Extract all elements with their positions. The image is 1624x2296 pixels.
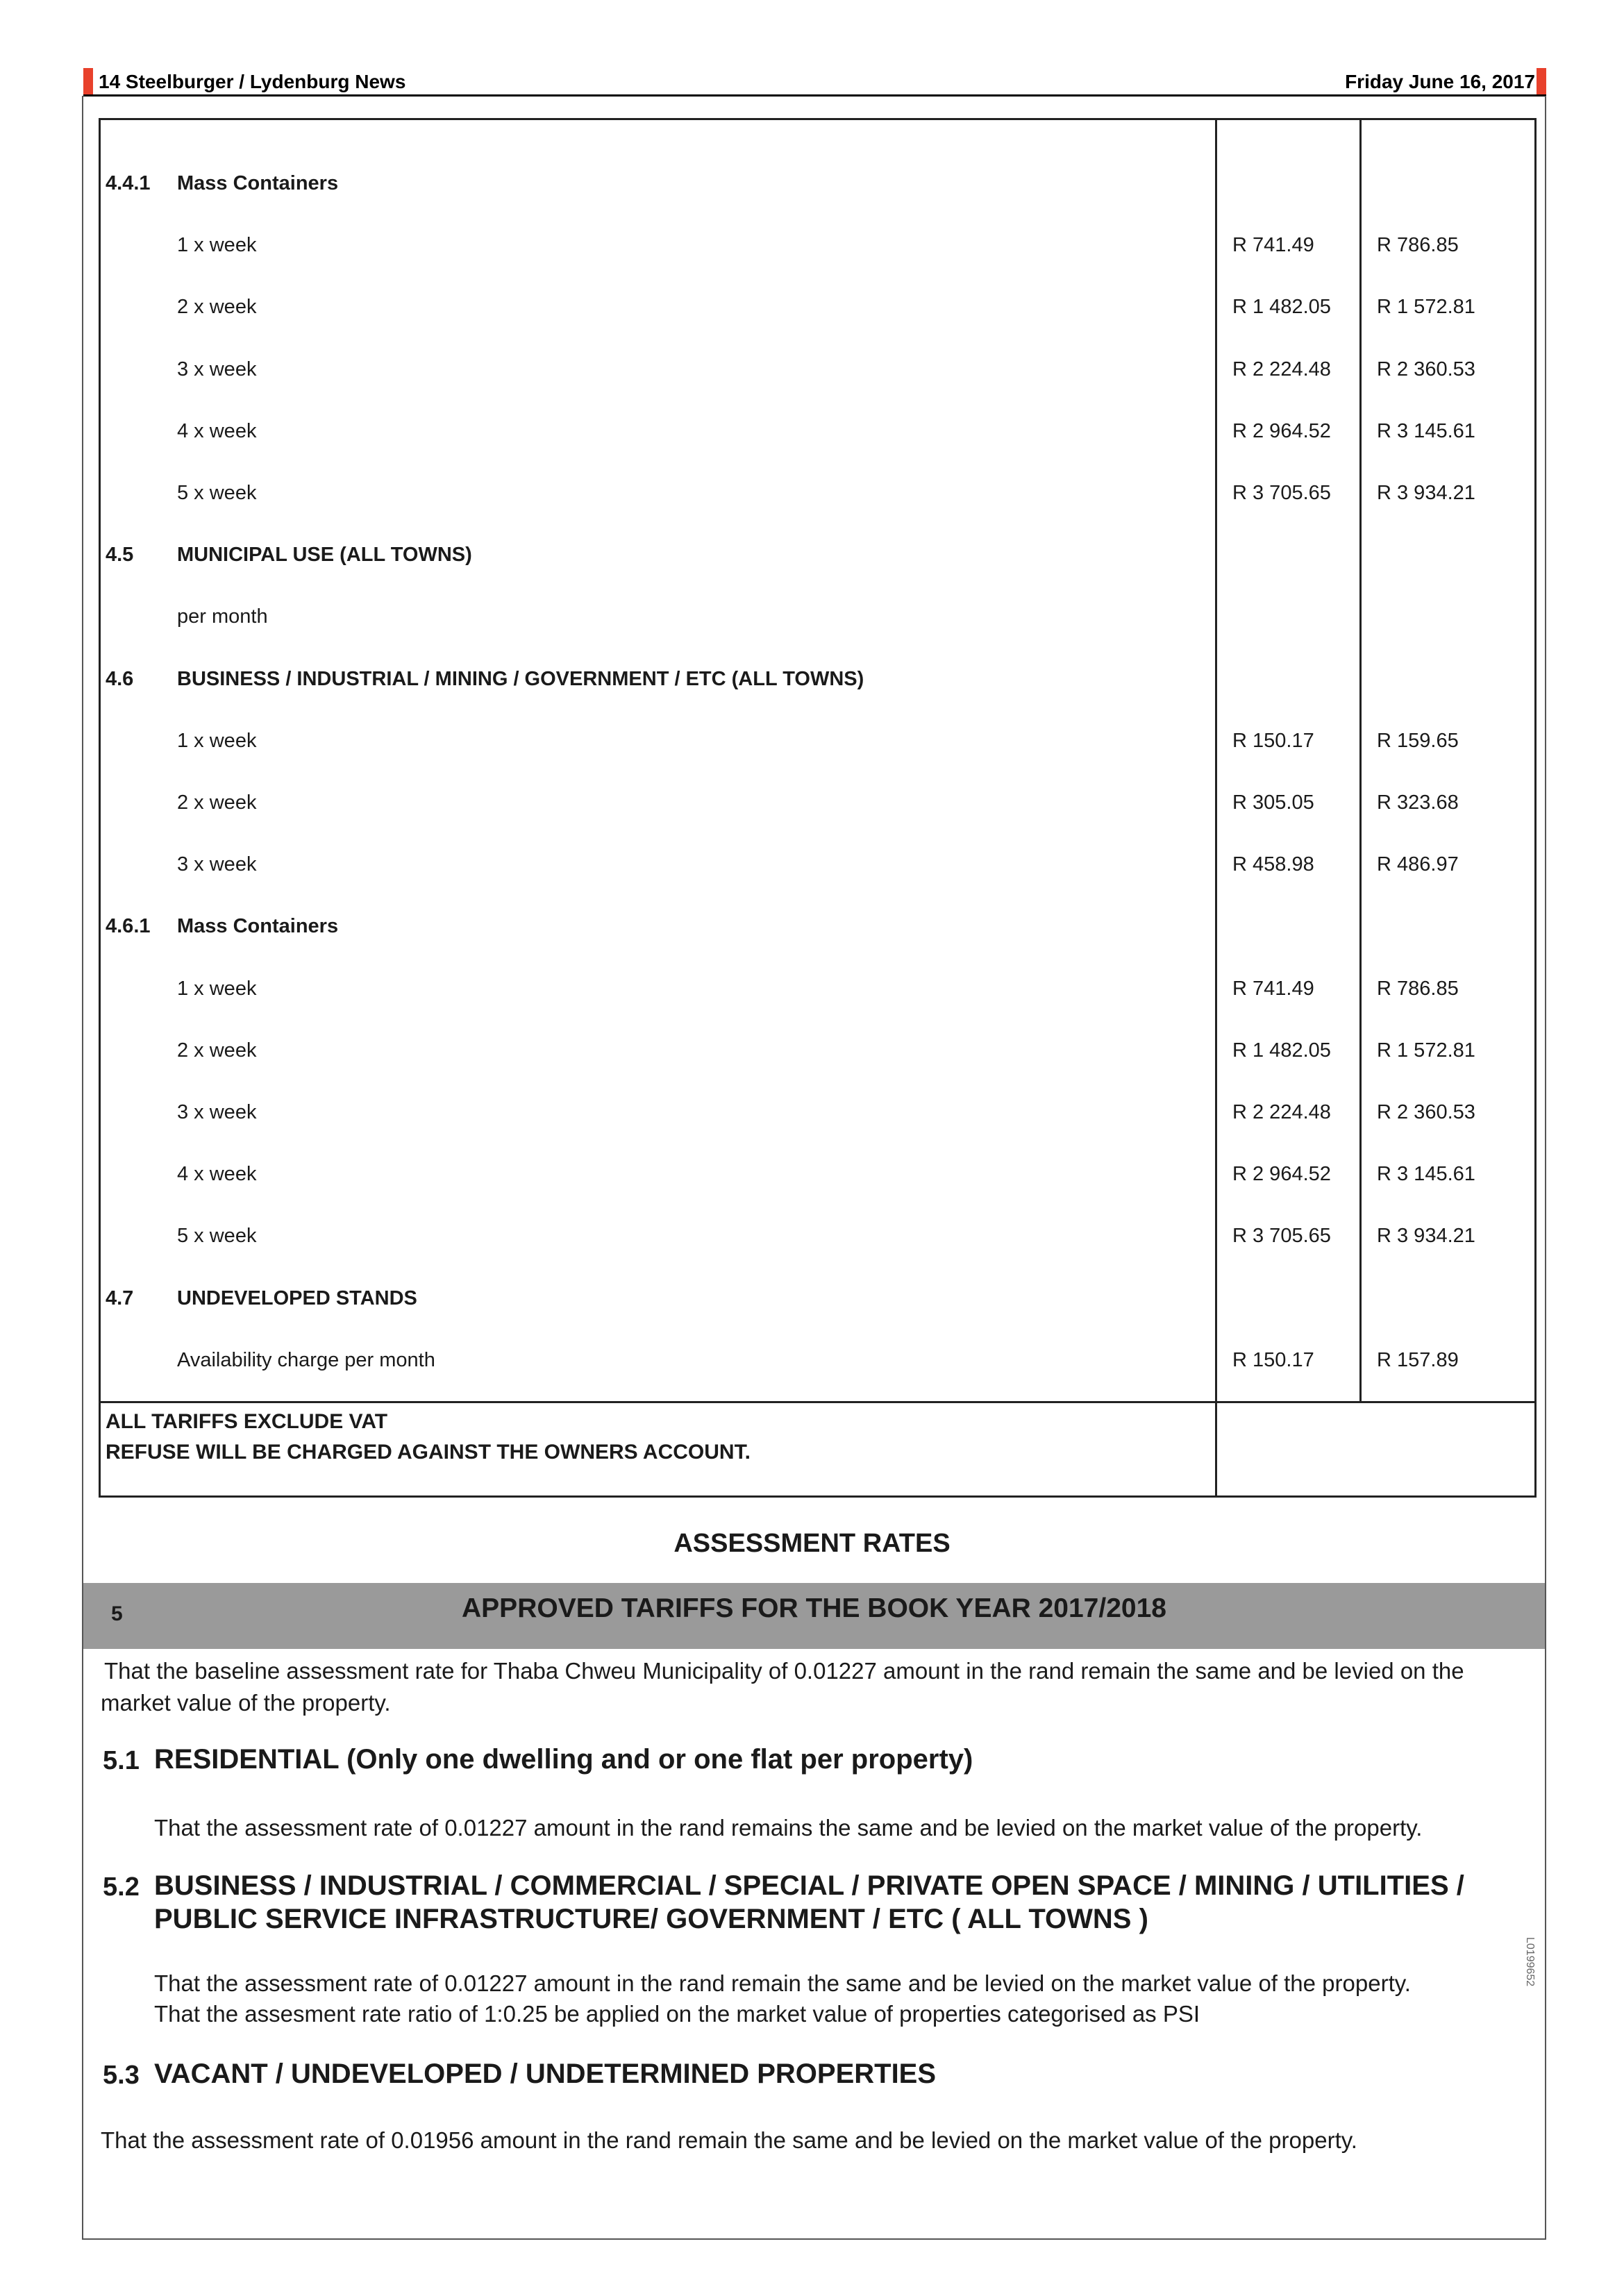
tariff-value-2017: R 3 145.61 — [1377, 1163, 1475, 1185]
tariff-value-2016: R 3 705.65 — [1232, 1225, 1331, 1247]
tariff-row-number: 4.5 — [106, 544, 134, 566]
tariff-value-2017: R 3 145.61 — [1377, 420, 1475, 442]
tariff-row-label: 4 x week — [177, 420, 257, 442]
tariff-value-2017: R 486.97 — [1377, 853, 1459, 875]
tariff-row-label: per month — [177, 605, 268, 628]
tariff-row-label: 3 x week — [177, 853, 257, 875]
tariff-value-2017: R 323.68 — [1377, 791, 1459, 814]
tariff-section-heading: Mass Containers — [177, 915, 339, 937]
tariff-value-2017: R 157.89 — [1377, 1349, 1459, 1371]
tariff-value-2016: R 305.05 — [1232, 791, 1314, 814]
section-5-3-text: That the assessment rate of 0.01956 amount in the rand remain the same and be levied on the market value of the property. — [101, 2127, 1357, 2153]
tariff-section-heading: UNDEVELOPED STANDS — [177, 1287, 417, 1309]
tariff-row-number: 4.4.1 — [106, 172, 151, 194]
tariff-section-heading: MUNICIPAL USE (ALL TOWNS) — [177, 544, 472, 566]
tariff-value-2016: R 150.17 — [1232, 1349, 1314, 1371]
tariff-value-2016: R 2 224.48 — [1232, 358, 1331, 380]
section-5-2-text2: That the assesment rate ratio of 1:0.25 be applied on the market value of properties categorised as PSI — [154, 2001, 1200, 2027]
tariff-value-2016: R 1 482.05 — [1232, 1039, 1331, 1062]
section-5-1-title: RESIDENTIAL (Only one dwelling and or one flat per property) — [154, 1744, 973, 1775]
side-reference-code: L0199652 — [1524, 1937, 1536, 1987]
tariff-value-2017: R 2 360.53 — [1377, 358, 1475, 380]
tariff-value-2017: R 3 934.21 — [1377, 482, 1475, 504]
section-5-3-number: 5.3 — [103, 2061, 140, 2090]
section-5-1-number: 5.1 — [103, 1746, 140, 1775]
tariff-value-2017: R 786.85 — [1377, 234, 1459, 256]
tariff-value-2017: R 1 572.81 — [1377, 296, 1475, 318]
section-5-2-title-line1: BUSINESS / INDUSTRIAL / COMMERCIAL / SPECIAL / PRIVATE OPEN SPACE / MINING / UTILITIES / — [154, 1870, 1464, 1901]
tariff-row-label: 3 x week — [177, 1101, 257, 1123]
tariff-value-2016: R 741.49 — [1232, 978, 1314, 1000]
section-5-2-text1: That the assessment rate of 0.01227 amount in the rand remain the same and be levied on the market value of the property. — [154, 1970, 1411, 1996]
section-band-number: 5 — [111, 1602, 123, 1625]
tariff-row-label: 5 x week — [177, 1225, 257, 1247]
tariff-section-heading: BUSINESS / INDUSTRIAL / MINING / GOVERNMENT / ETC (ALL TOWNS) — [177, 668, 864, 690]
table-column-divider-1 — [1215, 118, 1217, 1498]
tariff-value-2016: R 458.98 — [1232, 853, 1314, 875]
intro-paragraph-line1: That the baseline assessment rate for Thaba Chweu Municipality of 0.01227 amount in the rand remain the same and be levied on the — [104, 1658, 1464, 1684]
tariff-section-heading: Mass Containers — [177, 172, 339, 194]
header-accent-right — [1537, 68, 1546, 94]
tariff-value-2017: R 786.85 — [1377, 978, 1459, 1000]
tariff-value-2016: R 2 964.52 — [1232, 420, 1331, 442]
tariff-row-label: 1 x week — [177, 234, 257, 256]
table-footer-divider — [99, 1401, 1537, 1403]
tariff-value-2016: R 3 705.65 — [1232, 482, 1331, 504]
tariff-row-label: 4 x week — [177, 1163, 257, 1185]
tariff-value-2016: R 741.49 — [1232, 234, 1314, 256]
section-5-1-text: That the assessment rate of 0.01227 amount in the rand remains the same and be levied on the market value of the property. — [154, 1815, 1423, 1841]
tariff-row-label: Availability charge per month — [177, 1349, 435, 1371]
tariff-row-label: 3 x week — [177, 358, 257, 380]
intro-paragraph-line2: market value of the property. — [101, 1690, 391, 1716]
tariff-value-2016: R 2 964.52 — [1232, 1163, 1331, 1185]
tariff-row-label: 1 x week — [177, 978, 257, 1000]
section-5-3-title: VACANT / UNDEVELOPED / UNDETERMINED PROPERTIES — [154, 2059, 937, 2089]
tariff-row-label: 2 x week — [177, 296, 257, 318]
tariff-value-2016: R 2 224.48 — [1232, 1101, 1331, 1123]
tariff-row-number: 4.7 — [106, 1287, 134, 1309]
tariff-value-2017: R 3 934.21 — [1377, 1225, 1475, 1247]
section-5-2-number: 5.2 — [103, 1872, 140, 1902]
table-column-divider-2 — [1359, 118, 1362, 1402]
tariff-value-2017: R 1 572.81 — [1377, 1039, 1475, 1062]
table-footer-refuse: REFUSE WILL BE CHARGED AGAINST THE OWNERS ACCOUNT. — [106, 1441, 751, 1464]
header-accent-left — [83, 68, 93, 94]
table-footer-vat: ALL TARIFFS EXCLUDE VAT — [106, 1410, 388, 1433]
section-5-2-title-line2: PUBLIC SERVICE INFRASTRUCTURE/ GOVERNMENT / ETC ( ALL TOWNS ) — [154, 1904, 1148, 1934]
header-date: Friday June 16, 2017 — [1345, 71, 1535, 92]
tariff-row-label: 1 x week — [177, 730, 257, 752]
tariff-row-label: 2 x week — [177, 791, 257, 814]
assessment-rates-title: ASSESSMENT RATES — [673, 1529, 951, 1558]
tariff-row-number: 4.6 — [106, 668, 134, 690]
tariff-row-label: 2 x week — [177, 1039, 257, 1062]
tariff-value-2017: R 2 360.53 — [1377, 1101, 1475, 1123]
section-band-title: APPROVED TARIFFS FOR THE BOOK YEAR 2017/2018 — [462, 1593, 1166, 1623]
header-publication: 14 Steelburger / Lydenburg News — [99, 71, 406, 92]
tariff-value-2016: R 1 482.05 — [1232, 296, 1331, 318]
tariff-value-2017: R 159.65 — [1377, 730, 1459, 752]
tariff-row-label: 5 x week — [177, 482, 257, 504]
tariff-value-2016: R 150.17 — [1232, 730, 1314, 752]
tariff-row-number: 4.6.1 — [106, 915, 151, 937]
